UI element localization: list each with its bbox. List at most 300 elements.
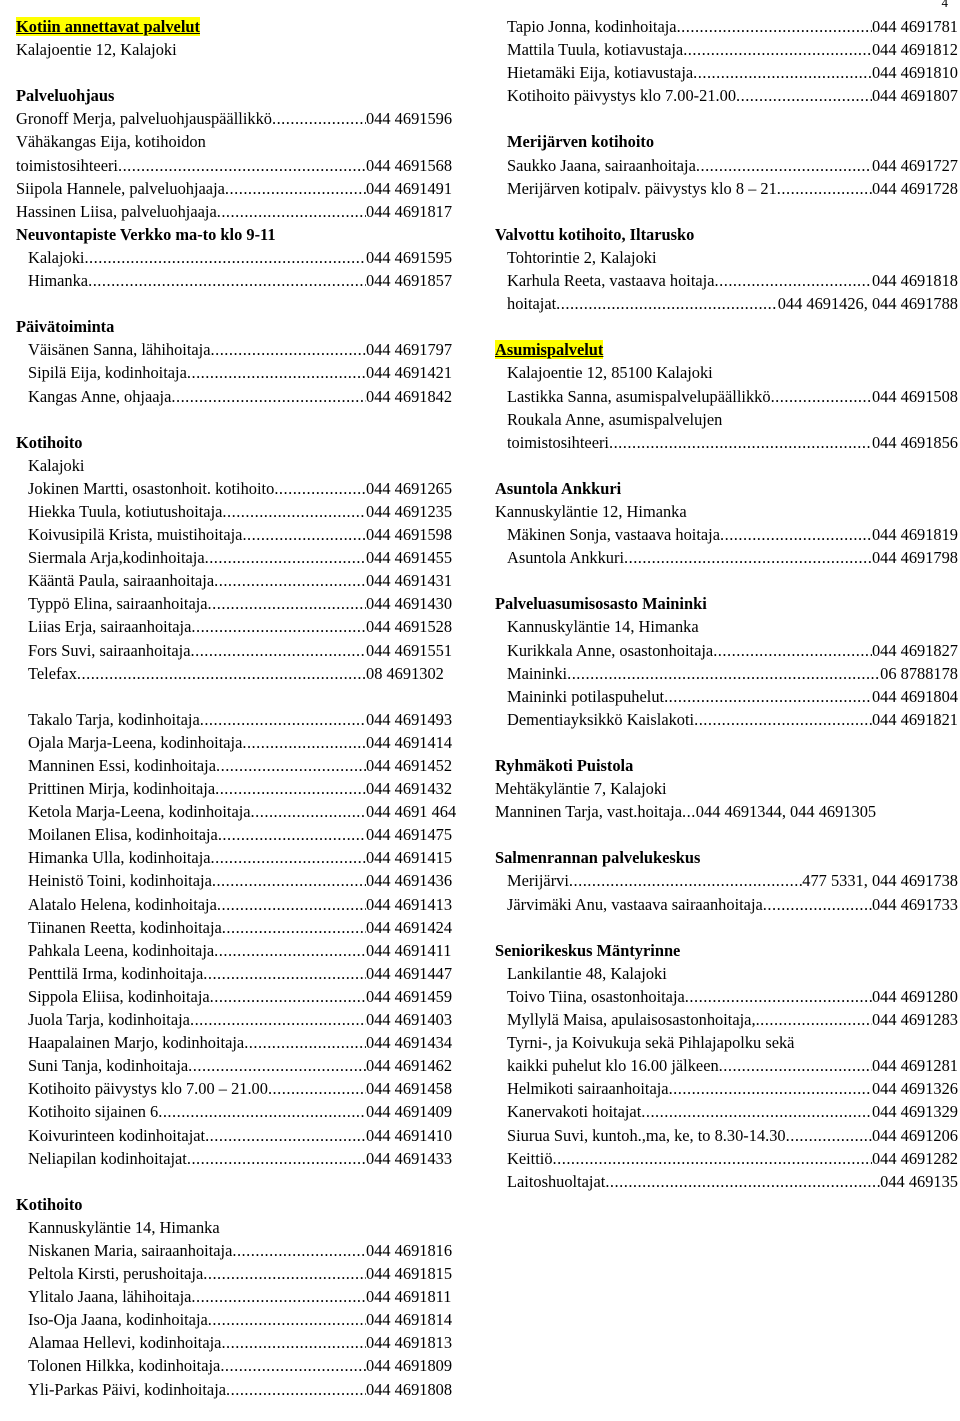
contact-name: Lastikka Sanna, asumispalvelupäällikkö bbox=[507, 386, 771, 406]
contact-name: Alatalo Helena, kodinhoitaja bbox=[28, 894, 217, 914]
contact-name: Gronoff Merja, palveluohjauspäällikkö bbox=[16, 109, 272, 129]
contact-entry bbox=[495, 177, 958, 200]
contact-name: Siipola Hannele, palveluohjaaja bbox=[16, 178, 225, 198]
dot-leader bbox=[553, 1147, 872, 1170]
phone-number: 044 4691528 bbox=[366, 617, 453, 637]
contact-name: Tapio Jonna, kodinhoitaja bbox=[507, 17, 677, 36]
dot-leader bbox=[217, 893, 366, 916]
contact-name: hoitajat bbox=[507, 294, 557, 314]
contact-entry bbox=[495, 269, 958, 292]
address-line: Mehtäkyläntie 7, Kalajoki bbox=[495, 779, 667, 799]
contact-name: Peltola Kirsti, perushoitaja bbox=[28, 1264, 204, 1284]
dot-leader bbox=[214, 939, 366, 962]
contact-entry bbox=[495, 38, 958, 61]
contact-name: Manninen Tarja, vast.hoitaja bbox=[495, 802, 682, 822]
section-heading: Salmenrannan palvelukeskus bbox=[495, 848, 701, 868]
dot-leader bbox=[221, 1331, 366, 1354]
phone-number: 044 4691409 bbox=[366, 1102, 453, 1122]
contact-entry bbox=[16, 569, 472, 592]
phone-number: 044 4691812 bbox=[871, 40, 958, 60]
contact-entry bbox=[16, 823, 472, 846]
contact-entry bbox=[16, 916, 472, 939]
dot-leader bbox=[244, 1031, 366, 1054]
contact-name: Kääntä Paula, sairaanhoitaja bbox=[28, 571, 215, 591]
contact-name: Neliapilan kodinhoitajat bbox=[28, 1148, 187, 1168]
section-heading: Palveluasumisosasto Maininki bbox=[495, 594, 707, 614]
address-line: Kannuskyläntie 12, Himanka bbox=[495, 501, 687, 521]
spacer bbox=[495, 916, 958, 939]
phone-number: 044 4691804 bbox=[871, 686, 958, 706]
spacer bbox=[495, 569, 958, 592]
phone-number: 044 4691265 bbox=[366, 478, 453, 498]
phone-number: 044 4691493 bbox=[366, 709, 453, 729]
phone-number: 044 4691821 bbox=[871, 709, 958, 729]
phone-number: 044 4691410 bbox=[366, 1125, 453, 1145]
contact-entry bbox=[495, 1077, 958, 1100]
dot-leader bbox=[187, 1147, 366, 1170]
dot-leader bbox=[756, 1008, 872, 1031]
contact-entry bbox=[16, 338, 472, 361]
dot-leader bbox=[567, 662, 880, 685]
contact-entry bbox=[495, 985, 958, 1008]
phone-number: 08 4691302 bbox=[366, 663, 444, 683]
contact-name: Kotihoito päivystys klo 7.00 – 21.00 bbox=[28, 1079, 268, 1099]
spacer bbox=[16, 1170, 472, 1193]
phone-number: 044 4691421 bbox=[366, 363, 453, 383]
phone-number: 044 4691733 bbox=[871, 894, 958, 914]
phone-number: 044 4691 464 bbox=[366, 802, 457, 822]
contact-name: Saukko Jaana, sairaanhoitaja bbox=[507, 155, 696, 175]
dot-leader bbox=[205, 546, 366, 569]
contact-entry bbox=[16, 708, 472, 731]
dot-leader bbox=[222, 500, 366, 523]
contact-name: Manninen Essi, kodinhoitaja bbox=[28, 756, 217, 775]
contact-entry bbox=[495, 639, 958, 662]
dot-leader bbox=[683, 38, 872, 61]
phone-number: 044 4691426, 044 4691788 bbox=[777, 294, 958, 314]
phone-number: 044 4691329 bbox=[871, 1102, 958, 1122]
phone-number: 044 4691414 bbox=[366, 732, 453, 752]
dot-leader bbox=[715, 269, 872, 292]
phone-number: 044 4691813 bbox=[366, 1333, 453, 1353]
dot-leader bbox=[210, 985, 366, 1008]
section-heading: Valvottu kotihoito, Iltarusko bbox=[495, 224, 695, 244]
dot-leader bbox=[268, 1077, 366, 1100]
contact-entry bbox=[495, 292, 958, 315]
contact-entry bbox=[16, 1285, 472, 1308]
contact-name: Iso-Oja Jaana, kodinhoitaja bbox=[28, 1310, 208, 1330]
contact-name: Alamaa Hellevi, kodinhoitaja bbox=[28, 1333, 222, 1353]
dot-leader bbox=[208, 1308, 366, 1331]
contact-entry bbox=[16, 1054, 472, 1077]
phone-number: 044 4691811 bbox=[366, 1287, 452, 1307]
section-title-row bbox=[495, 338, 958, 361]
phone-number: 044 4691447 bbox=[366, 963, 453, 983]
dot-leader bbox=[251, 800, 366, 823]
contact-name: Tolonen Hilkka, kodinhoitaja bbox=[28, 1356, 221, 1376]
contact-entry bbox=[16, 385, 472, 408]
phone-number: 044 4691728 bbox=[871, 178, 958, 198]
dot-leader bbox=[232, 1239, 366, 1262]
contact-entry bbox=[495, 61, 958, 84]
spacer bbox=[495, 200, 958, 223]
contact-name: Maininki bbox=[507, 663, 568, 683]
phone-number: 044 4691798 bbox=[871, 548, 958, 568]
phone-number: 044 4691816 bbox=[366, 1240, 453, 1260]
spacer bbox=[495, 454, 958, 477]
contact-entry bbox=[16, 662, 472, 685]
section-title-row bbox=[16, 15, 472, 38]
spacer bbox=[495, 731, 958, 754]
contact-entry bbox=[495, 546, 958, 569]
contact-name: Himanka Ulla, kodinhoitaja bbox=[28, 848, 211, 868]
contact-entry bbox=[495, 662, 958, 685]
phone-number: 044 4691433 bbox=[366, 1148, 453, 1168]
contact-entry bbox=[16, 107, 472, 130]
contact-name: Tiinanen Reetta, kodinhoitaja bbox=[28, 917, 222, 937]
spacer bbox=[16, 685, 472, 708]
contact-name: toimistosihteeri bbox=[16, 155, 118, 175]
contact-name: Keittiö bbox=[507, 1148, 553, 1168]
phone-number: 044 4691458 bbox=[366, 1079, 453, 1099]
contact-name: Haapalainen Marjo, kodinhoitaja bbox=[28, 1033, 245, 1053]
dot-leader bbox=[225, 177, 366, 200]
section-heading: Palveluohjaus bbox=[16, 86, 115, 106]
contact-name: Telefax bbox=[28, 663, 77, 683]
contact-name: Liias Erja, sairaanhoitaja bbox=[28, 617, 192, 637]
dot-leader bbox=[205, 1124, 366, 1147]
spacer bbox=[495, 315, 958, 338]
phone-number: 044 4691462 bbox=[366, 1056, 453, 1076]
contact-name: Kalajoki bbox=[28, 247, 85, 267]
contact-entry bbox=[495, 800, 958, 823]
dot-leader bbox=[216, 754, 366, 777]
dot-leader bbox=[190, 1008, 366, 1031]
contact-name: Takalo Tarja, kodinhoitaja bbox=[28, 709, 200, 729]
phone-number: 044 4691403 bbox=[366, 1010, 453, 1030]
section-heading: Asuntola Ankkuri bbox=[495, 478, 622, 498]
dot-leader bbox=[771, 385, 872, 408]
contact-name: Mäkinen Sonja, vastaava hoitaja bbox=[507, 525, 721, 545]
contact-name: Myllylä Maisa, apulaisosastonhoitaja, bbox=[507, 1010, 756, 1030]
dot-leader bbox=[569, 869, 802, 892]
contact-entry bbox=[16, 777, 472, 800]
contact-name: Yli-Parkas Päivi, kodinhoitaja bbox=[28, 1379, 227, 1399]
contact-entry bbox=[495, 893, 958, 916]
dot-leader bbox=[274, 477, 366, 500]
phone-number: 044 4691551 bbox=[366, 640, 453, 660]
phone-number: 044 4691818 bbox=[871, 271, 958, 291]
contact-entry bbox=[16, 1100, 472, 1123]
dot-leader bbox=[188, 1054, 366, 1077]
dot-leader bbox=[208, 592, 366, 615]
contact-entry bbox=[16, 939, 472, 962]
phone-number: 044 4691508 bbox=[871, 386, 958, 406]
contact-entry bbox=[16, 546, 472, 569]
contact-name: Hietamäki Eija, kotiavustaja bbox=[507, 63, 694, 83]
address-line: Vähäkangas Eija, kotihoidon bbox=[16, 132, 206, 152]
contact-name: Dementiayksikkö Kaislakoti bbox=[507, 709, 695, 729]
dot-leader bbox=[220, 1354, 366, 1377]
contact-name: Hassinen Liisa, palveluohjaaja bbox=[16, 201, 217, 221]
contact-entry bbox=[16, 846, 472, 869]
contact-name: Penttilä Irma, kodinhoitaja bbox=[28, 963, 204, 983]
phone-number: 044 4691432 bbox=[366, 779, 453, 799]
phone-number: 044 4691842 bbox=[366, 386, 453, 406]
section-heading: Merijärven kotihoito bbox=[507, 132, 655, 152]
phone-number: 044 4691436 bbox=[366, 871, 453, 891]
phone-number: 044 4691434 bbox=[366, 1033, 453, 1053]
contact-entry bbox=[495, 869, 958, 892]
address-line: Roukala Anne, asumispalvelujen bbox=[507, 409, 723, 429]
dot-leader bbox=[88, 269, 366, 292]
contact-entry bbox=[16, 477, 472, 500]
contact-name: Järvimäki Anu, vastaava sairaanhoitaja bbox=[507, 894, 763, 914]
dot-leader bbox=[158, 1100, 366, 1123]
contact-entry bbox=[495, 1147, 958, 1170]
contact-entry bbox=[16, 1031, 472, 1054]
dot-leader bbox=[693, 61, 872, 84]
phone-number: 044 4691283 bbox=[871, 1010, 958, 1030]
contact-name: Himanka bbox=[28, 271, 89, 291]
contact-name: Mattila Tuula, kotiavustaja bbox=[507, 40, 684, 60]
phone-number: 044 4691727 bbox=[871, 155, 958, 175]
contact-entry bbox=[16, 985, 472, 1008]
contact-entry bbox=[16, 592, 472, 615]
contact-entry bbox=[16, 1124, 472, 1147]
phone-number: 044 4691452 bbox=[366, 756, 453, 775]
phone-number: 044 4691206 bbox=[871, 1125, 958, 1145]
contact-entry bbox=[495, 685, 958, 708]
left-column bbox=[16, 15, 472, 1401]
dot-leader bbox=[203, 1262, 366, 1285]
contact-entry bbox=[495, 1124, 958, 1147]
contact-name: Fors Suvi, sairaanhoitaja bbox=[28, 640, 191, 660]
phone-number: 044 469135 bbox=[880, 1171, 958, 1191]
phone-number: 044 4691817 bbox=[366, 201, 453, 221]
phone-number: 044 4691807 bbox=[871, 86, 958, 106]
contact-name: Karhula Reeta, vastaava hoitaja bbox=[507, 271, 715, 291]
contact-name: Kotihoito päivystys klo 7.00-21.00 bbox=[507, 86, 737, 106]
spacer bbox=[16, 408, 472, 431]
dot-leader bbox=[242, 731, 366, 754]
phone-number: 044 4691430 bbox=[366, 594, 453, 614]
contact-entry bbox=[495, 708, 958, 731]
phone-number: 044 4691814 bbox=[366, 1310, 453, 1330]
phone-number: 477 5331, 044 4691738 bbox=[802, 871, 958, 891]
dot-leader bbox=[677, 15, 872, 38]
dot-leader bbox=[191, 639, 366, 662]
phone-number: 044 4691595 bbox=[366, 247, 453, 267]
phone-number: 044 4691235 bbox=[366, 501, 453, 521]
contact-entry bbox=[495, 1100, 958, 1123]
address-line: Kannuskyläntie 14, Himanka bbox=[507, 617, 699, 637]
dot-leader bbox=[84, 246, 366, 269]
contact-name: Ylitalo Jaana, lähihoitaja bbox=[28, 1287, 192, 1307]
address-line: Kannuskyläntie 14, Himanka bbox=[28, 1217, 220, 1237]
dot-leader bbox=[214, 569, 366, 592]
contact-name: Koivurinteen kodinhoitajat bbox=[28, 1125, 206, 1145]
right-column bbox=[495, 15, 958, 1193]
contact-entry bbox=[16, 361, 472, 384]
contact-name: toimistosihteeri bbox=[507, 432, 609, 452]
dot-leader bbox=[664, 685, 872, 708]
dot-leader bbox=[218, 823, 366, 846]
contact-name: Moilanen Elisa, kodinhoitaja bbox=[28, 825, 218, 845]
contact-entry bbox=[16, 1077, 472, 1100]
contact-name: Ojala Marja-Leena, kodinhoitaja bbox=[28, 732, 243, 752]
dot-leader: ... bbox=[682, 802, 696, 822]
contact-entry bbox=[16, 200, 472, 223]
contact-entry bbox=[16, 1008, 472, 1031]
page-number: 4 bbox=[941, 0, 948, 10]
dot-leader bbox=[713, 639, 872, 662]
contact-name: Pahkala Leena, kodinhoitaja bbox=[28, 940, 215, 960]
dot-leader bbox=[187, 361, 366, 384]
address-line: Tyrni-, ja Koivukuja sekä Pihlajapolku sekä bbox=[507, 1033, 795, 1053]
spacer bbox=[16, 292, 472, 315]
contact-entry bbox=[16, 1147, 472, 1170]
phone-number: 044 4691808 bbox=[366, 1379, 453, 1399]
dot-leader bbox=[217, 200, 366, 223]
contact-name: Väisänen Sanna, lähihoitaja bbox=[28, 340, 211, 360]
phone-number: 044 4691781 bbox=[871, 17, 958, 36]
contact-entry bbox=[16, 962, 472, 985]
contact-entry bbox=[16, 1378, 472, 1401]
contact-name: kaikki puhelut klo 16.00 jälkeen bbox=[507, 1056, 719, 1076]
contact-entry bbox=[16, 615, 472, 638]
phone-number: 044 4691568 bbox=[366, 155, 453, 175]
dot-leader bbox=[242, 523, 366, 546]
phone-number: 044 4691598 bbox=[366, 525, 453, 545]
contact-entry bbox=[495, 431, 958, 454]
phone-number: 044 4691424 bbox=[366, 917, 453, 937]
dot-leader bbox=[200, 708, 366, 731]
phone-number: 044 4691280 bbox=[871, 986, 958, 1006]
contact-name: Jokinen Martti, osastonhoit. kotihoito bbox=[28, 478, 275, 498]
phone-number: 044 4691326 bbox=[871, 1079, 958, 1099]
contact-name: Helmikoti sairaanhoitaja bbox=[507, 1079, 669, 1099]
contact-entry bbox=[495, 154, 958, 177]
contact-name: Kangas Anne, ohjaaja bbox=[28, 386, 172, 406]
contact-name: Asuntola Ankkuri bbox=[507, 548, 625, 568]
contact-entry bbox=[16, 523, 472, 546]
contact-name: Prittinen Mirja, kodinhoitaja bbox=[28, 779, 216, 799]
phone-number: 044 4691827 bbox=[871, 640, 958, 660]
dot-leader bbox=[211, 846, 366, 869]
contact-entry bbox=[16, 246, 472, 269]
contact-entry bbox=[16, 800, 472, 823]
contact-entry bbox=[16, 177, 472, 200]
section-heading: Neuvontapiste Verkko ma-to klo 9-11 bbox=[16, 224, 276, 244]
contact-entry bbox=[16, 500, 472, 523]
dot-leader bbox=[763, 893, 872, 916]
contact-name: Siermala Arja,kodinhoitaja bbox=[28, 548, 205, 568]
contact-name: Merijärvi bbox=[507, 871, 569, 891]
phone-number: 044 4691344, 044 4691305 bbox=[695, 802, 877, 822]
dot-leader bbox=[736, 84, 872, 107]
spacer bbox=[16, 61, 472, 84]
address-line: Kalajoki bbox=[28, 455, 85, 475]
contact-entry bbox=[16, 893, 472, 916]
contact-name: Maininki potilaspuhelut bbox=[507, 686, 665, 706]
contact-name: Kotihoito sijainen 6 bbox=[28, 1102, 159, 1122]
contact-entry bbox=[495, 523, 958, 546]
contact-entry bbox=[16, 154, 472, 177]
contact-entry bbox=[495, 1008, 958, 1031]
phone-number: 044 4691856 bbox=[871, 432, 958, 452]
phone-number: 044 4691819 bbox=[871, 525, 958, 545]
spacer bbox=[495, 107, 958, 130]
phone-number: 06 8788178 bbox=[880, 663, 958, 683]
address-line: Kalajoentie 12, 85100 Kalajoki bbox=[507, 363, 713, 383]
contact-entry bbox=[16, 1331, 472, 1354]
contact-name: Heinistö Toini, kodinhoitaja bbox=[28, 871, 212, 891]
section-heading: Ryhmäkoti Puistola bbox=[495, 756, 634, 775]
dot-leader bbox=[720, 523, 872, 546]
section-title-highlighted: Asumispalvelut bbox=[495, 340, 604, 360]
dot-leader bbox=[171, 385, 366, 408]
dot-leader bbox=[77, 662, 366, 685]
dot-leader bbox=[685, 985, 872, 1008]
phone-number: 044 4691459 bbox=[366, 986, 453, 1006]
contact-entry bbox=[16, 269, 472, 292]
contact-entry bbox=[495, 1054, 958, 1077]
address-line: Lankilantie 48, Kalajoki bbox=[507, 963, 667, 983]
dot-leader bbox=[719, 1054, 872, 1077]
address-line: Kalajoentie 12, Kalajoki bbox=[16, 40, 177, 60]
contact-name: Koivusipilä Krista, muistihoitaja bbox=[28, 525, 243, 545]
phone-number: 044 4691475 bbox=[366, 825, 453, 845]
section-heading: Kotihoito bbox=[16, 432, 83, 452]
contact-entry bbox=[495, 84, 958, 107]
contact-entry bbox=[16, 1239, 472, 1262]
dot-leader bbox=[624, 546, 872, 569]
dot-leader bbox=[222, 916, 366, 939]
section-heading: Kotihoito bbox=[16, 1194, 83, 1214]
phone-number: 044 4691810 bbox=[871, 63, 958, 83]
dot-leader bbox=[191, 615, 366, 638]
address-line: Tohtorintie 2, Kalajoki bbox=[507, 247, 657, 267]
dot-leader bbox=[203, 962, 366, 985]
dot-leader bbox=[694, 708, 872, 731]
contact-name: Niskanen Maria, sairaanhoitaja bbox=[28, 1240, 233, 1260]
dot-leader bbox=[215, 777, 366, 800]
phone-number: 044 4691596 bbox=[366, 109, 453, 129]
phone-number: 044 4691411 bbox=[366, 940, 452, 960]
contact-entry bbox=[16, 639, 472, 662]
phone-number: 044 4691455 bbox=[366, 548, 453, 568]
contact-name: Siurua Suvi, kuntoh.,ma, ke, to 8.30-14.30 bbox=[507, 1125, 786, 1145]
contact-name: Kurikkala Anne, osastonhoitaja bbox=[507, 640, 714, 660]
contact-entry bbox=[495, 1170, 958, 1193]
section-heading: Seniorikeskus Mäntyrinne bbox=[495, 940, 681, 960]
phone-number: 044 4691797 bbox=[366, 340, 453, 360]
phone-number: 044 4691413 bbox=[366, 894, 453, 914]
contact-name: Toivo Tiina, osastonhoitaja bbox=[507, 986, 685, 1006]
dot-leader bbox=[226, 1378, 366, 1401]
contact-name: Juola Tarja, kodinhoitaja bbox=[28, 1010, 190, 1030]
phone-number: 044 4691809 bbox=[366, 1356, 453, 1376]
contact-name: Typpö Elina, sairaanhoitaja bbox=[28, 594, 208, 614]
contact-name: Merijärven kotipalv. päivystys klo 8 – 21 bbox=[507, 178, 777, 198]
contact-entry bbox=[16, 1262, 472, 1285]
dot-leader bbox=[777, 177, 872, 200]
contact-name: Suni Tanja, kodinhoitaja bbox=[28, 1056, 189, 1076]
phone-number: 044 4691431 bbox=[366, 571, 453, 591]
dot-leader bbox=[786, 1124, 872, 1147]
dot-leader bbox=[118, 154, 366, 177]
